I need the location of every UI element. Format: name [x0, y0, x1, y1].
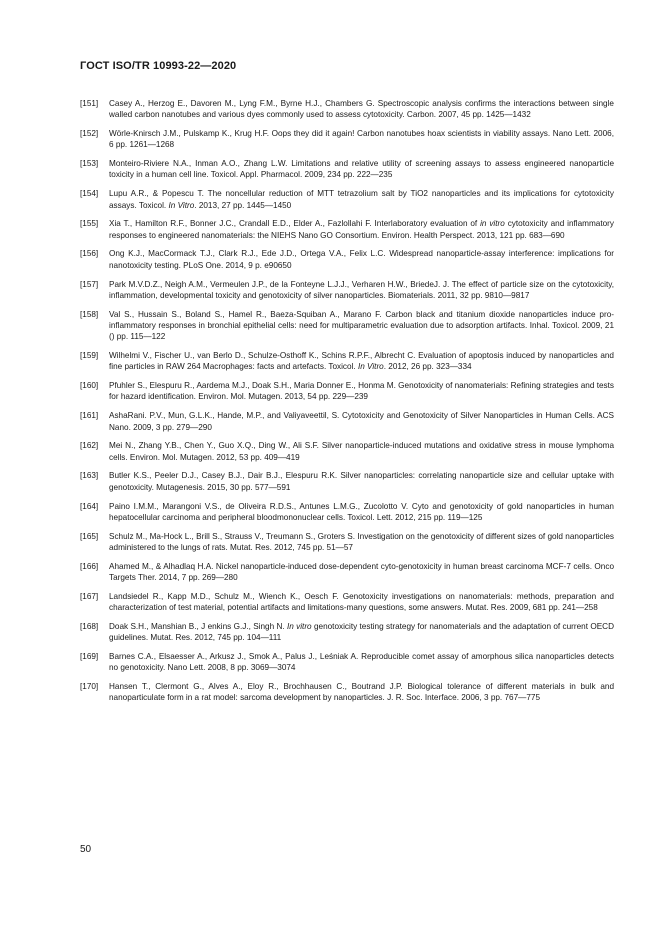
reference-item	[80, 380, 614, 403]
reference-number: [157]	[80, 279, 99, 289]
reference-number: [159]	[80, 351, 99, 361]
reference-text-segment: Doak S.H., Manshian B., J enkins G.J., Singh N.	[109, 621, 287, 631]
reference-text	[109, 218, 614, 241]
reference-text	[109, 380, 614, 403]
document-header: ГОСТ ISO/TR 10993-22—2020	[80, 60, 237, 72]
reference-text	[109, 621, 614, 644]
reference-text-italic: in vitro	[480, 219, 505, 229]
reference-text-segment: Pfuhler S., Elespuru R., Aardema M.J., Doak S.H., Maria Donner E., Honma M. Genotoxicity of nanomaterials: Refining strategies and tests for hazard identification. Environ. Mol. Mutagen. 2013, 54 pp. 229—239	[109, 381, 614, 402]
reference-text	[109, 561, 614, 584]
reference-text-segment: Xia T., Hamilton R.F., Bonner J.C., Crandall E.D., Elder A., Fazlollahi F. Interlaboratory evaluation of	[109, 219, 481, 229]
reference-number: [152]	[80, 129, 99, 139]
reference-text	[109, 309, 614, 343]
reference-item	[80, 410, 614, 433]
reference-item	[80, 248, 614, 271]
reference-text-segment: Lupu A.R., & Popescu T. The noncellular reduction of MTT tetrazolium salt by TiO2 nanoparticles and its implications for cytotoxicity assays. Toxicol.	[109, 189, 614, 210]
reference-text-segment: Landsiedel R., Kapp M.D., Schulz M., Wiench K., Oesch F. Genotoxicity investigations on nanomaterials: methods, preparation and characterization of test material, potential artifacts and limitations-many questions, some answers. Mutat. Res. 2009, 681 pp. 241—258	[109, 591, 614, 613]
reference-number: [167]	[80, 591, 99, 601]
reference-text	[109, 350, 614, 373]
reference-item	[80, 440, 614, 463]
reference-text	[109, 681, 614, 704]
reference-item	[80, 279, 614, 302]
reference-text-segment: Monteiro-Riviere N.A., Inman A.O., Zhang L.W. Limitations and relative utility of screening assays to assess engineered nanoparticle toxicity in a human cell line. Toxicol. Appl. Pharmacol. 2009, 234 pp. 222—235	[109, 159, 614, 180]
reference-item	[80, 681, 614, 704]
reference-text-segment: Val S., Hussain S., Boland S., Hamel R., Baeza-Squiban A., Marano F. Carbon black and titanium dioxide nanoparticles induce pro-inflammatory responses in bronchial epithelial cells: need for multiparametric evaluation due to adsorption artifacts. Inhal. Toxicol. 2009, 21 () pp. 115—122	[109, 309, 614, 342]
reference-text-italic: In Vitro	[357, 362, 384, 372]
reference-item	[80, 158, 614, 181]
reference-text	[109, 651, 614, 674]
reference-text-segment: genotoxicity testing strategy for nanomaterials and the adaptation of current OECD guidelines. Mutat. Res. 2012, 745 pp. 104—111	[109, 621, 614, 643]
reference-item	[80, 309, 614, 343]
reference-number: [154]	[80, 189, 99, 199]
reference-number: [161]	[80, 411, 99, 421]
page-number: 50	[80, 844, 92, 855]
reference-number: [156]	[80, 249, 99, 259]
reference-number: [166]	[80, 561, 99, 571]
reference-text-segment: AshaRani. P.V., Mun, G.L.K., Hande, M.P., and Valiyaveettil, S. Cytotoxicity and Genotoxicity of Silver Nanoparticles in Human Cells. ACS Nano. 2009, 3 pp. 279—290	[109, 411, 614, 432]
reference-text-segment: Wilhelmi V., Fischer U., van Berlo D., Schulze-Osthoff K., Schins R.P.F., Albrecht C. Evaluation of apoptosis induced by nanoparticles and fine particles in RAW 264 Macrophages: facts and artefacts. Toxicol.	[109, 351, 614, 372]
reference-item	[80, 531, 614, 554]
reference-list	[80, 98, 614, 711]
reference-item	[80, 470, 614, 493]
reference-number: [163]	[80, 471, 99, 481]
reference-text-segment: Mei N., Zhang Y.B., Chen Y., Guo X.Q., Ding W., Ali S.F. Silver nanoparticle-induced mutations and oxidative stress in mouse lymphoma cells. Environ. Mol. Mutagen. 2012, 53 pp. 409—419	[109, 441, 614, 462]
reference-text-segment: . 2013, 27 pp. 1445—1450	[194, 200, 292, 210]
reference-number: [162]	[80, 441, 99, 451]
reference-text	[109, 501, 614, 524]
reference-text	[109, 591, 614, 614]
reference-text-segment: Paino I.M.M., Marangoni V.S., de Oliveira R.D.S., Antunes L.M.G., Zucolotto V. Cyto and genotoxicity of gold nanoparticles in human hepatocellular carcinoma and peripheral bloodmononuclear cells. Toxicol. Lett. 2012, 215 pp. 119—125	[109, 501, 614, 522]
reference-text-segment: Ong K.J., MacCormack T.J., Clark R.J., Ede J.D., Ortega V.A., Felix L.C. Widespread nanoparticle-assay interference: implications for nanotoxicity testing. PLoS One. 2014, 9 p. e90650	[109, 249, 614, 270]
reference-text-italic: In vitro	[286, 621, 312, 631]
reference-number: [168]	[80, 621, 99, 631]
reference-text	[109, 248, 614, 271]
reference-number: [160]	[80, 381, 99, 391]
reference-item	[80, 651, 614, 674]
reference-text	[109, 128, 614, 151]
reference-number: [165]	[80, 531, 99, 541]
reference-text	[109, 531, 614, 554]
reference-item	[80, 621, 614, 644]
reference-number: [158]	[80, 309, 99, 319]
reference-text-segment: Ahamed M., & Alhadlaq H.A. Nickel nanoparticle-induced dose-dependent cyto-genotoxicity in human breast carcinoma MCF-7 cells. Onco Targets Ther. 2014, 7 pp. 269—280	[109, 561, 614, 582]
reference-item	[80, 350, 614, 373]
reference-item	[80, 501, 614, 524]
reference-text	[109, 98, 614, 121]
reference-text	[109, 410, 614, 433]
reference-text	[109, 279, 614, 302]
reference-text-segment: Casey A., Herzog E., Davoren M., Lyng F.M., Byrne H.J., Chambers G. Spectroscopic analysis confirms the interactions between single walled carbon nanotubes and various dyes commonly used to assess cytotoxicity. Carbon. 2007, 45 pp. 1425—1432	[109, 99, 614, 120]
reference-text-segment: Schulz M., Ma-Hock L., Brill S., Strauss V., Treumann S., Groters S. Investigation on the genotoxicity of different sizes of gold nanoparticles administered to the lungs of rats. Mutat. Res. 2012, 745 pp. 51—57	[109, 531, 614, 552]
reference-item	[80, 218, 614, 241]
reference-text-italic: In Vitro	[168, 200, 195, 210]
reference-text-segment: cytotoxicity and inflammatory responses to engineered nanomaterials: the NIEHS Nano GO Consortium. Environ. Health Perspect. 2013, 121 pp. 683—690	[109, 219, 614, 240]
reference-text	[109, 188, 614, 211]
reference-text	[109, 470, 614, 493]
reference-text-segment: Hansen T., Clermont G., Alves A., Eloy R., Brochhausen C., Boutrand J.P. Biological tolerance of different materials in bulk and nanoparticulate form in a rat model: sarcoma development by nanoparticles. J. R. Soc. Interface. 2006, 3 pp. 767—775	[109, 682, 614, 703]
reference-item	[80, 128, 614, 151]
reference-item	[80, 591, 614, 614]
reference-text	[109, 440, 614, 463]
reference-text-segment: Park M.V.D.Z., Neigh A.M., Vermeulen J.P., de la Fonteyne L.J.J., Verharen H.W., BriedeJ. J. The effect of particle size on the cytotoxicity, inflammation, developmental toxicity and genotoxicity of silver nanoparticles. Biomaterials. 2011, 32 pp. 9810—9817	[109, 279, 614, 300]
reference-text-segment: Wörle-Knirsch J.M., Pulskamp K., Krug H.F. Oops they did it again! Carbon nanotubes hoax scientists in viability assays. Nano Lett. 2006, 6 pp. 1261—1268	[109, 129, 614, 150]
reference-item	[80, 188, 614, 211]
reference-number: [169]	[80, 651, 99, 661]
reference-number: [170]	[80, 682, 99, 692]
reference-item	[80, 561, 614, 584]
reference-text-segment: Butler K.S., Peeler D.J., Casey B.J., Dair B.J., Elespuru R.K. Silver nanoparticles: correlating nanoparticle size and cellular uptake with genotoxicity. Mutagenesis. 2015, 30 pp. 577—591	[109, 471, 614, 492]
reference-text-segment: Barnes C.A., Elsaesser A., Arkusz J., Smok A., Palus J., Leśniak A. Reproducible comet assay of amorphous silica nanoparticles detects no genotoxicity. Nano Lett. 2008, 8 pp. 3069—3074	[109, 651, 614, 673]
reference-item	[80, 98, 614, 121]
reference-text-segment: . 2012, 26 pp. 323—334	[383, 362, 472, 372]
reference-number: [151]	[80, 99, 99, 108]
reference-number: [153]	[80, 159, 99, 169]
reference-number: [164]	[80, 501, 99, 511]
reference-number: [155]	[80, 219, 99, 229]
reference-text	[109, 158, 614, 181]
